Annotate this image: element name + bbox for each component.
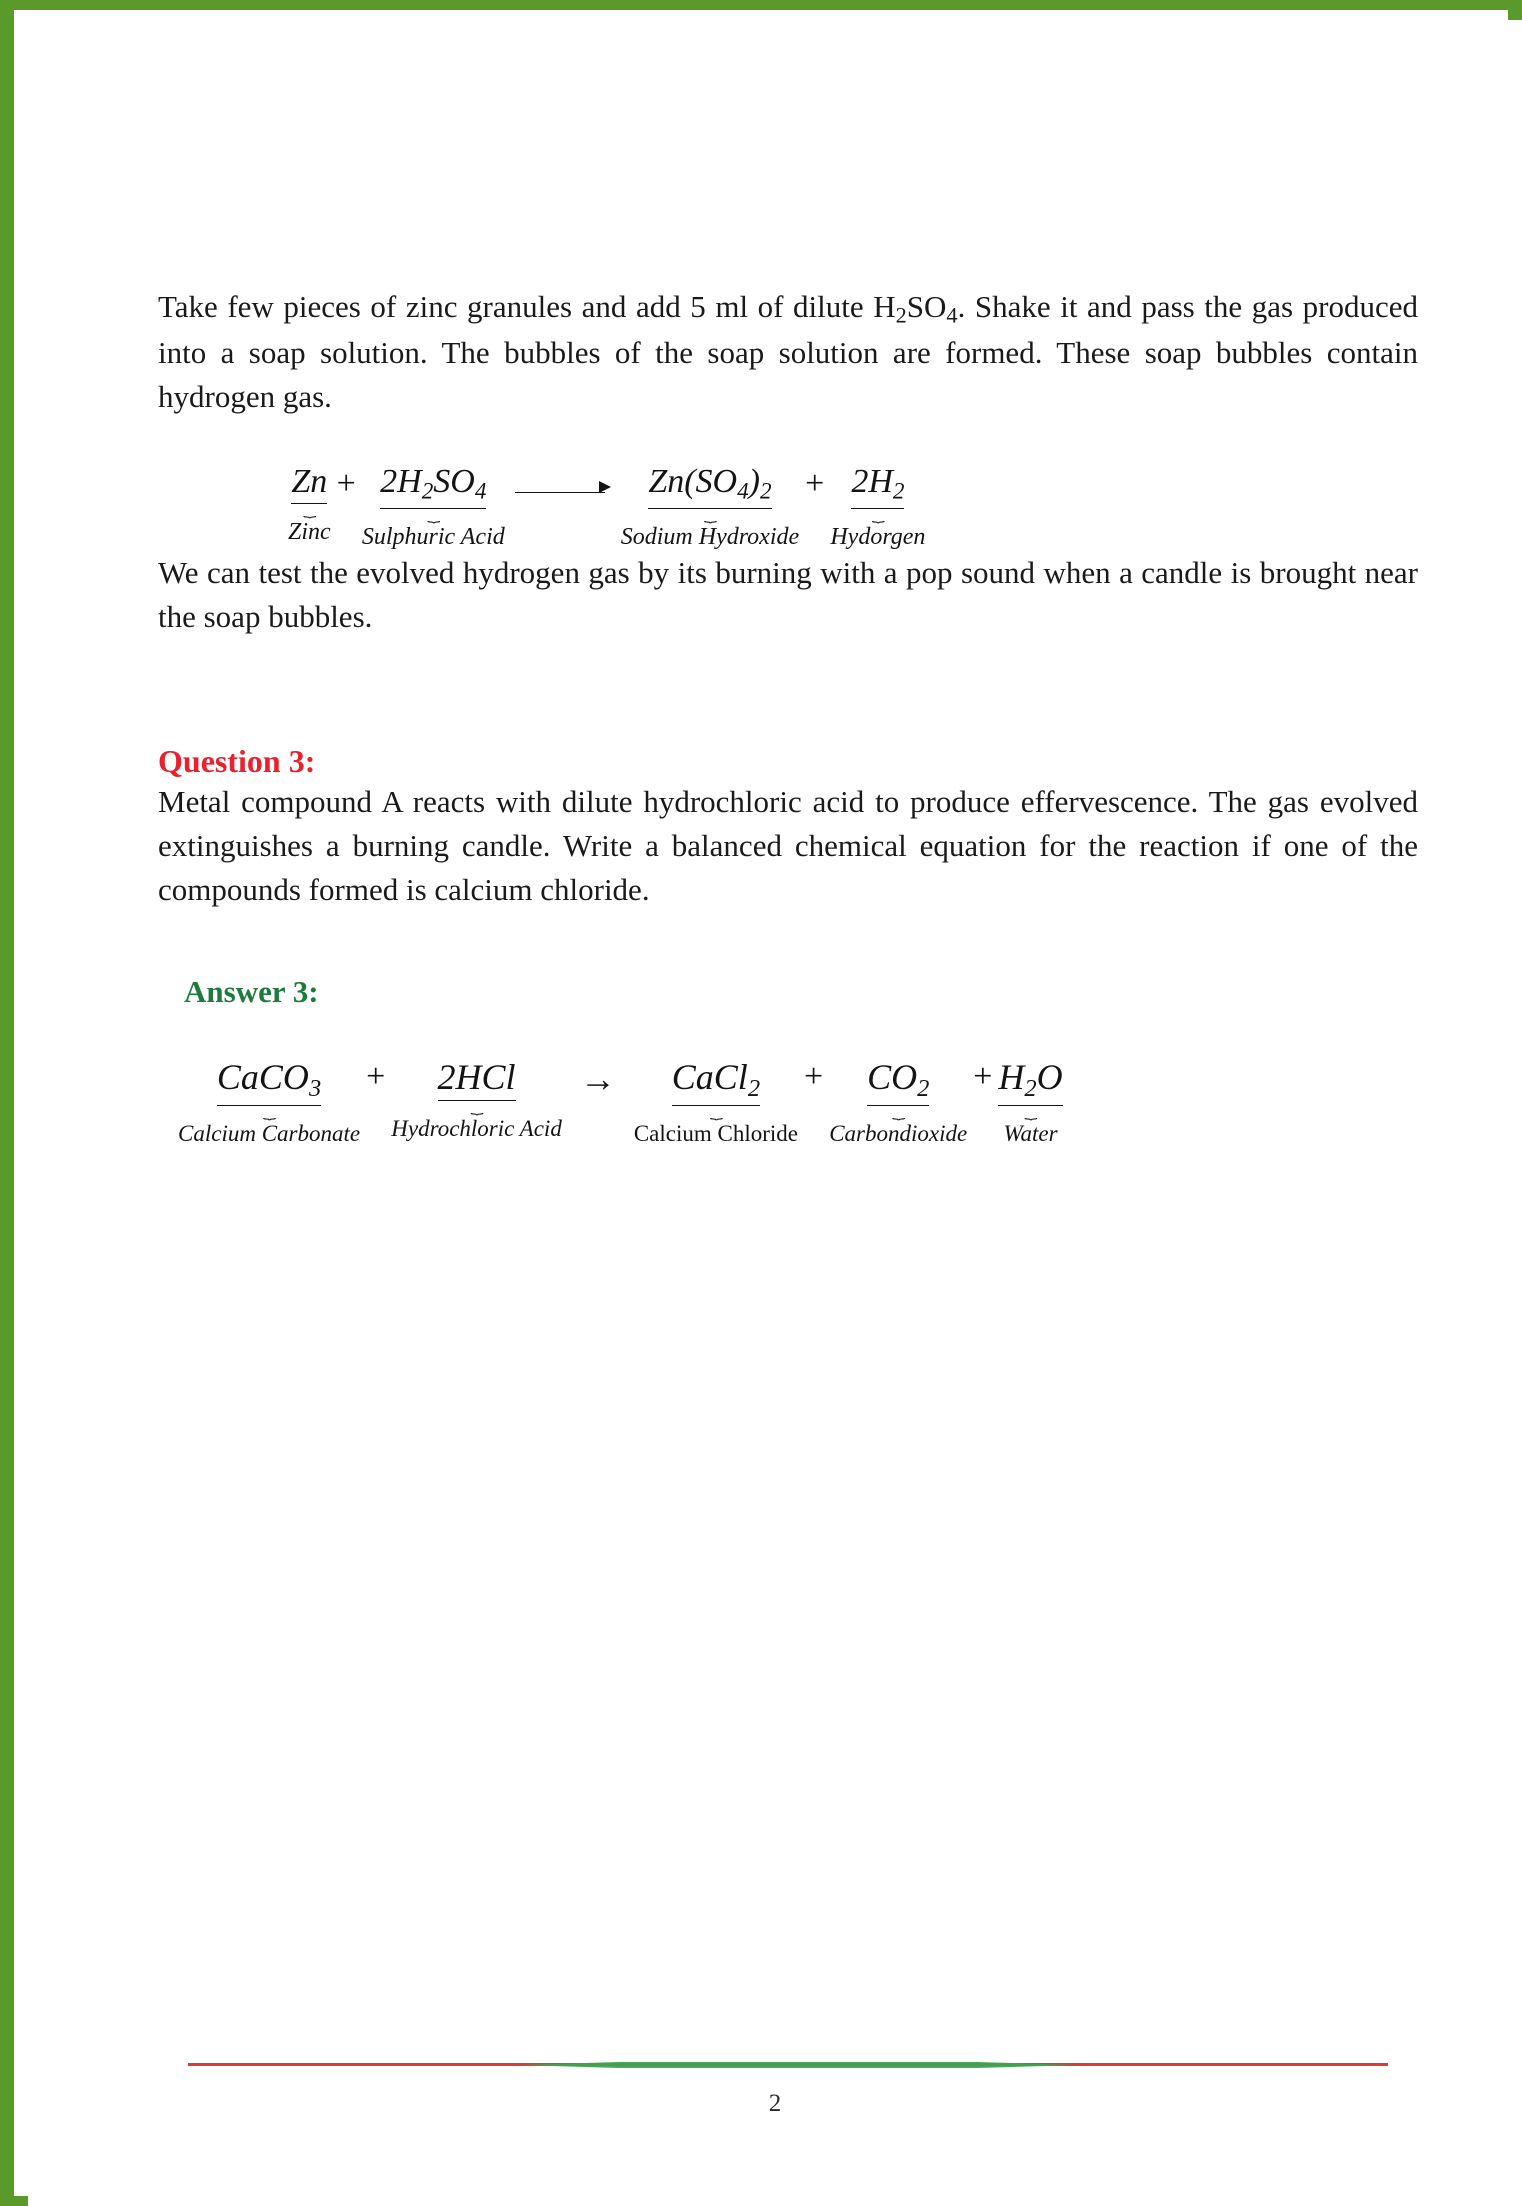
equation2-term-co2	[829, 1056, 967, 1147]
equation2-plus-1: +	[366, 1057, 386, 1095]
label-water: Water	[1003, 1120, 1058, 1146]
formula-2h2: $2H_2$	[851, 463, 904, 508]
equation2-plus-2: +	[804, 1057, 824, 1095]
formula-h2o: $H_2O$	[998, 1056, 1062, 1106]
question-3-text: Metal compound A reacts with dilute hydrochloric acid to produce effervescence. The gas evolved extinguishes a burning candle. Write a balanced chemical equation for the reaction if one of the compounds formed is calcium chloride.	[158, 783, 1418, 907]
label-sulphuric-acid: Sulphuric Acid	[361, 523, 505, 550]
reaction-arrow-icon	[505, 473, 621, 507]
answer-3-heading: Answer 3:	[184, 973, 319, 1009]
label-zinc: Zinc	[288, 519, 331, 546]
equation2-term-h2o	[998, 1056, 1062, 1147]
equation2-plus-3: +	[973, 1057, 993, 1095]
equation1-plus-1: +	[336, 465, 356, 503]
formula-cacl2: CaCl$_2$	[672, 1056, 760, 1106]
brace-icon: ⏟	[892, 1104, 905, 1119]
equation1-term-h2so4	[362, 463, 505, 550]
label-calcium-chloride: Calcium Chloride	[633, 1120, 798, 1146]
formula-2hcl: 2HCl	[438, 1056, 516, 1101]
page-canvas	[28, 20, 1522, 2206]
chemical-equation-1	[158, 463, 1418, 550]
formula-h2so4: $2H_2SO_4$	[380, 463, 486, 508]
formula-zn: Zn	[291, 463, 327, 504]
page-number: 2	[768, 2090, 782, 2117]
brace-icon: ⏟	[262, 1104, 276, 1119]
label-sodium-hydroxide: Sodium Hydroxide	[620, 523, 800, 550]
brace-icon: ⏟	[703, 508, 717, 522]
label-carbondioxide: Carbondioxide	[829, 1120, 968, 1146]
label-hydrogen: Hydorgen	[830, 523, 926, 550]
post-equation-paragraph: We can test the evolved hydrogen gas by its burning with a pop sound when a candle is brought near the soap bubbles.	[158, 554, 1418, 634]
equation1-term-2h2	[830, 463, 925, 550]
equation2-term-hcl	[391, 1056, 562, 1142]
formula-co2: $CO_2$	[867, 1056, 929, 1106]
h2so4-sub-4: 4	[946, 302, 958, 328]
label-calcium-carbonate: Calcium Carbonate	[178, 1120, 361, 1146]
equation1-plus-2: +	[805, 465, 825, 503]
question-3-heading: Question 3:	[158, 742, 316, 779]
document-content	[158, 285, 1418, 1147]
equation1-term-znso42	[621, 463, 799, 550]
brace-icon: ⏟	[470, 1100, 483, 1114]
intro-paragraph	[158, 285, 1418, 419]
brace-icon: ⏟	[303, 503, 316, 518]
brace-icon: ⏟	[871, 508, 884, 522]
brace-icon: ⏟	[1024, 1104, 1037, 1119]
brace-icon: ⏟	[709, 1104, 723, 1119]
footer-divider-green	[518, 2062, 1078, 2068]
label-hydrochloric-acid: Hydrochloric Acid	[391, 1115, 562, 1141]
intro-text-part3: . Shake it and pass the gas produced into a soap solution. The bubbles of the soap solution are formed. These soap bubbles contain hydrogen gas.	[158, 289, 1418, 415]
formula-zn-so4-2: $Zn(SO_4)_2$	[648, 463, 771, 508]
chemical-equation-2	[158, 1056, 1418, 1147]
intro-text-part1: Take few pieces of zinc granules and add 5 ml of dilute H	[158, 289, 896, 324]
brace-icon: ⏟	[427, 508, 440, 522]
equation1-term-zn	[288, 463, 331, 546]
footer-divider	[188, 2057, 1388, 2071]
equation2-term-caco3	[178, 1056, 360, 1147]
reaction-arrow-icon: →	[579, 1058, 616, 1099]
h2so4-sub-2: 2	[895, 302, 907, 328]
intro-text-part2: SO	[906, 289, 947, 324]
formula-caco3: CaCO$_3$	[217, 1056, 321, 1106]
equation2-term-cacl2	[634, 1056, 798, 1147]
